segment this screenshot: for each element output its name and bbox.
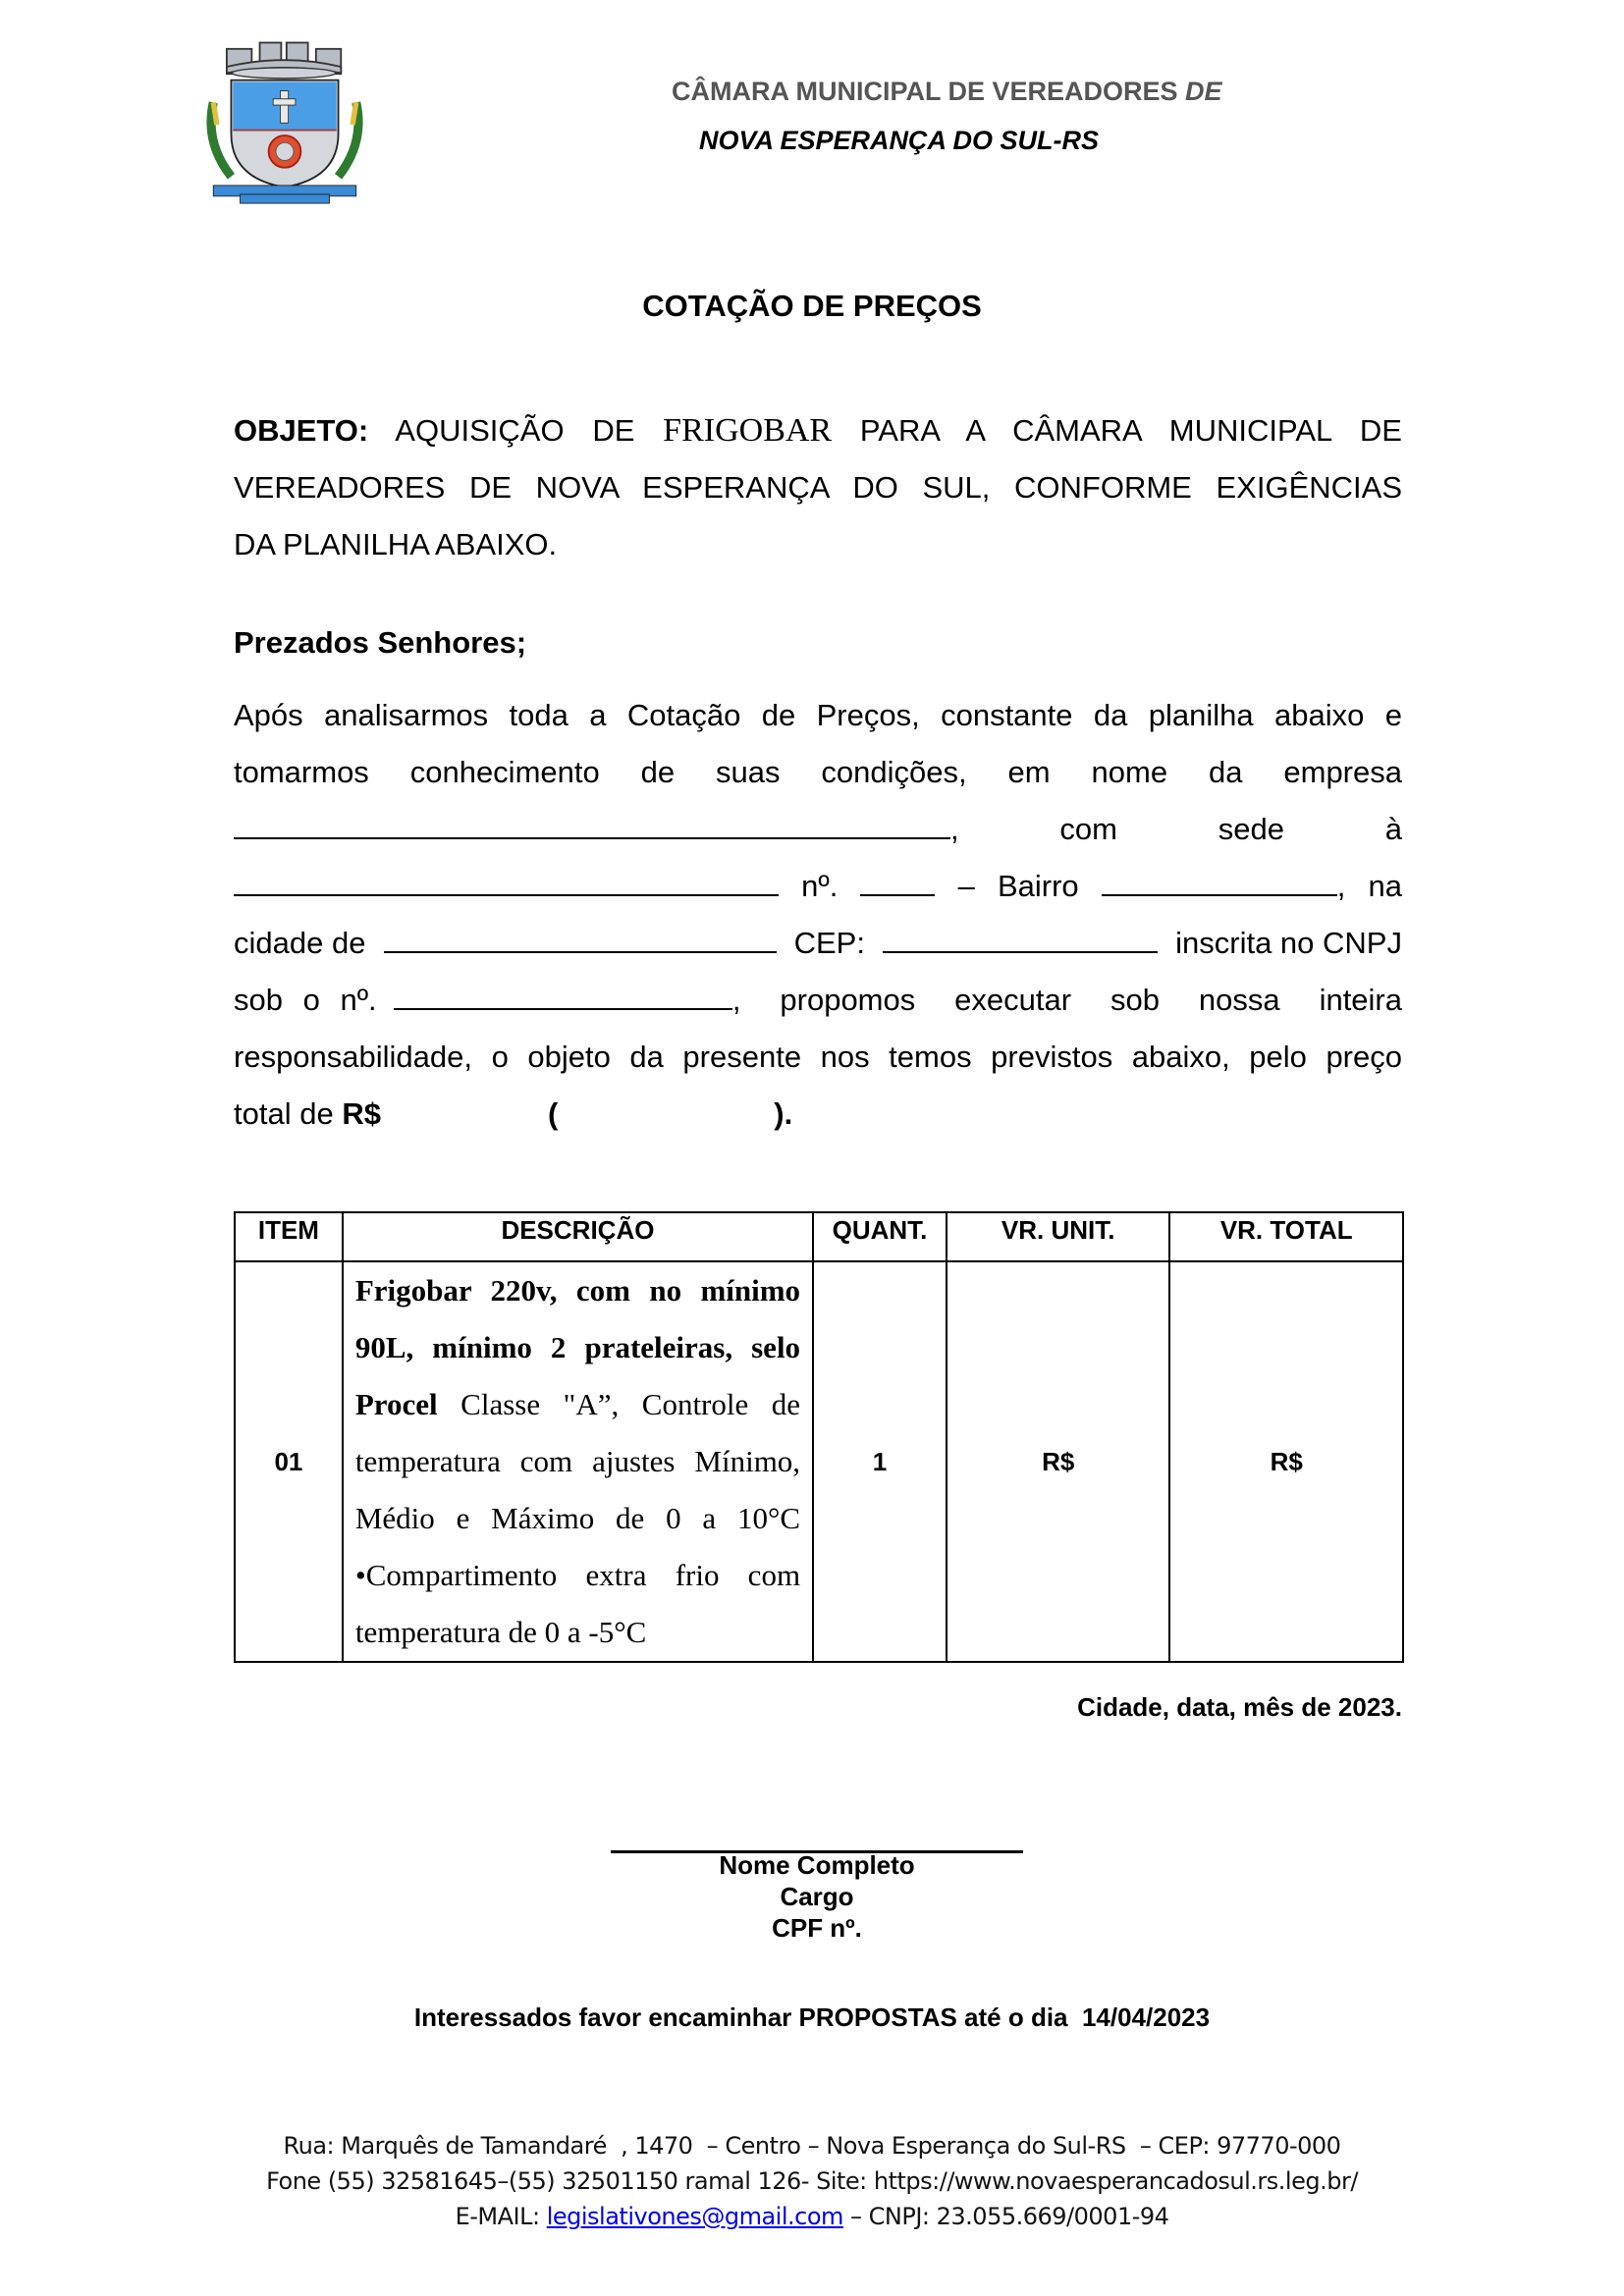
neighborhood-field[interactable] — [1102, 865, 1337, 896]
footer-email-cnpj: E-MAIL: legislativones@gmail.com – CNPJ: 23.055.669/0001-94 — [455, 2203, 1169, 2230]
email-link[interactable]: legislativones@gmail.com — [546, 2203, 843, 2230]
institution-city: NOVA ESPERANÇA DO SUL-RS — [699, 126, 1100, 155]
proposal-body: Após analisarmos toda a Cotação de Preços, constante da planilha abaixo e tomarmos conhecimento de suas condições, em nome da empresa , com sede à nº. – Bairro , na cidade de CEP: inscrita no CNPJ sob o nº. , propomos executar sob nossa inteira responsabilidade, o objeto da presente nos temos previstos abaixo, pelo preço total de R$ ( ). — [234, 698, 1402, 1131]
objeto-label: OBJETO: — [234, 413, 369, 448]
header-unit-value: VR. UNIT. — [947, 1212, 1170, 1261]
signer-role: Cargo — [780, 1882, 854, 1911]
footer-phone-site: Fone (55) 32581645–(55) 32501150 ramal 126- Site: https://www.novaesperancadosul.rs.leg.br/ — [266, 2167, 1358, 2195]
total-currency: R$ — [342, 1096, 381, 1131]
header-item: ITEM — [235, 1212, 343, 1261]
table-row — [235, 1261, 1403, 1662]
cell-item: 01 — [235, 1261, 343, 1662]
cnpj-field[interactable] — [394, 979, 732, 1010]
municipal-coat-of-arms-icon — [187, 18, 383, 214]
address-field[interactable] — [234, 865, 779, 896]
document-title: COTAÇÃO DE PREÇOS — [642, 289, 982, 323]
cell-quantity: 1 — [813, 1261, 947, 1662]
cell-total-value[interactable]: R$ — [1169, 1261, 1403, 1662]
signer-name: Nome Completo — [719, 1850, 915, 1880]
header-total-value: VR. TOTAL — [1169, 1212, 1403, 1261]
city-field[interactable] — [384, 922, 777, 953]
place-date: Cidade, data, mês de 2023. — [1077, 1692, 1402, 1722]
cell-description: Frigobar 220v, com no mínimo 90L, mínimo 2 prateleiras, selo Procel Classe "A”, Controle de temperatura com ajustes Mínimo, Médio e Máximo de 0 a 10°C •Compartimento extra frio com temperatura de 0 a -5°C — [343, 1261, 813, 1662]
cell-unit-value[interactable]: R$ — [947, 1261, 1170, 1662]
objeto-item: FRIGOBAR — [663, 412, 833, 449]
signer-cpf: CPF nº. — [772, 1913, 862, 1943]
cep-field[interactable] — [883, 922, 1158, 953]
table-header-row — [235, 1212, 1403, 1261]
objeto-paragraph: OBJETO: AQUISIÇÃO DE FRIGOBAR PARA A CÂMARA MUNICIPAL DE VEREADORES DE NOVA ESPERANÇA DO SUL, CONFORME EXIGÊNCIAS DA PLANILHA ABAIXO. — [234, 412, 1402, 561]
institution-name: CÂMARA MUNICIPAL DE VEREADORES DE — [672, 77, 1222, 106]
greeting: Prezados Senhores; — [234, 625, 527, 660]
submission-deadline: Interessados favor encaminhar PROPOSTAS até o dia 14/04/2023 — [413, 2002, 1211, 2032]
number-field[interactable] — [860, 865, 935, 896]
signature-block — [611, 1849, 1023, 1944]
company-name-field[interactable] — [234, 808, 950, 839]
footer-address: Rua: Marquês de Tamandaré , 1470 – Centro – Nova Esperança do Sul-RS – CEP: 97770-000 — [283, 2132, 1341, 2160]
header-description: DESCRIÇÃO — [343, 1212, 813, 1261]
quote-table — [234, 1211, 1404, 1663]
footer — [0, 2128, 1624, 2234]
header-quantity: QUANT. — [813, 1212, 947, 1261]
